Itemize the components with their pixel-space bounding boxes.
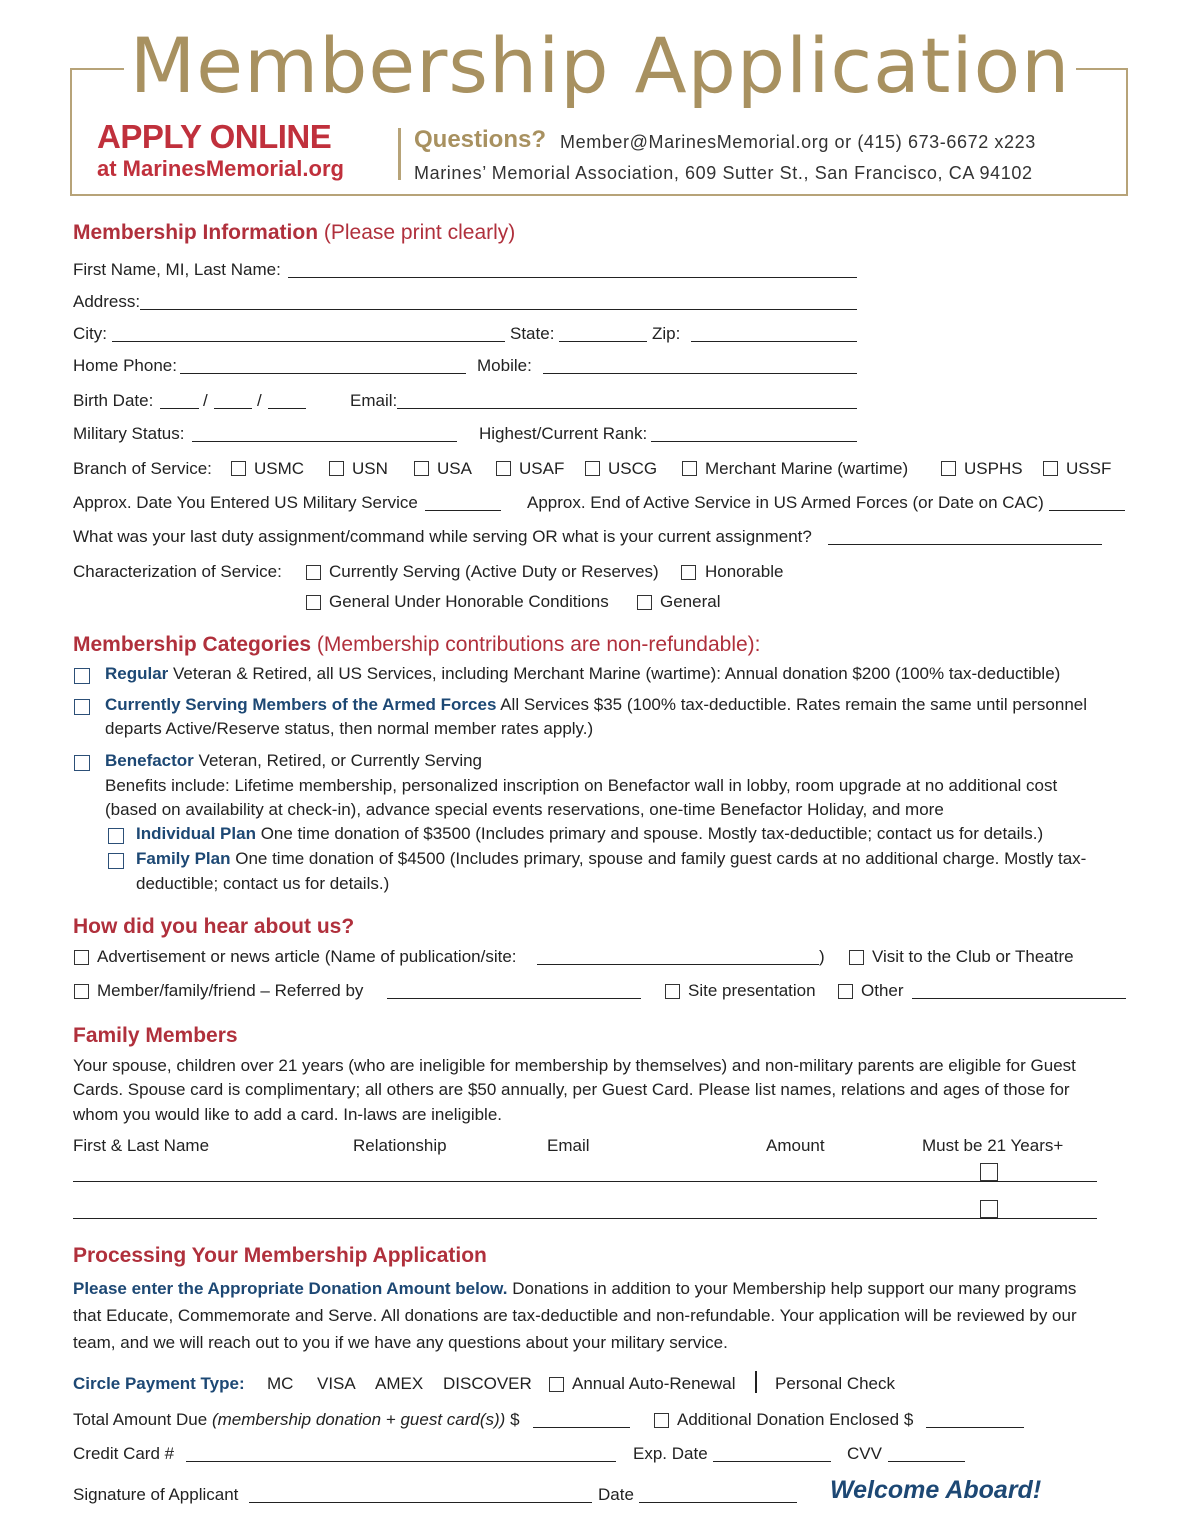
entered-service-field[interactable] bbox=[425, 510, 501, 511]
benefactor-benefits: (based on availability at check-in), advance special events reservations, one-time Benefactor Holiday, and more bbox=[105, 800, 944, 819]
family-paragraph: Your spouse, children over 21 years (who are ineligible for membership by themselves) and non-military parents are eligible for Guest bbox=[73, 1056, 1076, 1075]
branch-option: USCG bbox=[608, 459, 658, 478]
auto-renewal-checkbox[interactable] bbox=[549, 1377, 564, 1392]
branch-checkbox-usmc[interactable] bbox=[231, 461, 246, 476]
branch-checkbox-uscg[interactable] bbox=[585, 461, 600, 476]
branch-checkbox-usn[interactable] bbox=[329, 461, 344, 476]
hear-advertisement-label: Advertisement or news article (Name of publication/site: bbox=[97, 947, 517, 966]
category-benefactor: Benefactor Veteran, Retired, or Currently Serving bbox=[105, 751, 483, 770]
family-row-line[interactable] bbox=[73, 1218, 1097, 1219]
city-field[interactable] bbox=[112, 341, 505, 342]
column-age: Must be 21 Years+ bbox=[922, 1136, 1064, 1155]
rank-field[interactable] bbox=[651, 441, 857, 442]
name-field[interactable] bbox=[288, 277, 857, 278]
processing-lead: Please enter the Appropriate Donation Amount below. Donations in addition to your Membership help support our many programs bbox=[73, 1279, 1077, 1298]
payment-option-discover[interactable]: DISCOVER bbox=[443, 1374, 532, 1393]
signature-label: Signature of Applicant bbox=[73, 1485, 239, 1504]
benefactor-benefits: Benefits include: Lifetime membership, personalized inscription on Benefactor wall in lobby, room upgrade at no additional cost bbox=[105, 776, 1058, 795]
branch-checkbox-ussf[interactable] bbox=[1043, 461, 1058, 476]
hear-checkbox-site[interactable] bbox=[665, 984, 680, 999]
processing-heading: Processing Your Membership Application bbox=[73, 1244, 487, 1267]
zip-field[interactable] bbox=[691, 341, 857, 342]
entered-service-label: Approx. Date You Entered US Military Service bbox=[73, 493, 418, 512]
plan-family-note: deductible; contact us for details.) bbox=[136, 874, 390, 893]
plan-individual: Individual Plan One time donation of $3500 (Includes primary and spouse. Mostly tax-deductible; contact us for details.) bbox=[136, 824, 1044, 843]
categories-heading: Membership Categories (Membership contributions are non-refundable): bbox=[73, 633, 761, 656]
additional-donation-field[interactable] bbox=[926, 1427, 1024, 1428]
referred-by-field[interactable] bbox=[387, 998, 641, 999]
age-checkbox[interactable] bbox=[980, 1163, 998, 1181]
branch-option: USMC bbox=[254, 459, 305, 478]
branch-option: USSF bbox=[1066, 459, 1112, 478]
family-row-line[interactable] bbox=[73, 1181, 1097, 1182]
military-status-field[interactable] bbox=[192, 441, 457, 442]
hear-heading: How did you hear about us? bbox=[73, 915, 355, 938]
category-regular: Regular Veteran & Retired, all US Services, including Merchant Marine (wartime): Annual donation $200 (100% tax-deductible) bbox=[105, 664, 1061, 683]
end-service-label: Approx. End of Active Service in US Armed Forces (or Date on CAC) bbox=[527, 493, 1044, 512]
city-label: City: bbox=[73, 324, 107, 343]
association-address: Marines’ Memorial Association, 609 Sutter St., San Francisco, CA 94102 bbox=[414, 163, 1033, 183]
branch-checkbox-usa[interactable] bbox=[414, 461, 429, 476]
exp-date-field[interactable] bbox=[713, 1461, 831, 1462]
hear-checkbox-referred[interactable] bbox=[74, 984, 89, 999]
apply-online-link[interactable]: at MarinesMemorial.org bbox=[97, 156, 344, 181]
credit-card-label: Credit Card # bbox=[73, 1444, 175, 1463]
hear-visit-label: Visit to the Club or Theatre bbox=[872, 947, 1074, 966]
questions-label: Questions? bbox=[414, 126, 547, 153]
birth-month-field[interactable] bbox=[160, 408, 199, 409]
column-relationship: Relationship bbox=[353, 1136, 447, 1155]
column-name: First & Last Name bbox=[73, 1136, 210, 1155]
publication-field[interactable] bbox=[537, 964, 819, 965]
cvv-label: CVV bbox=[847, 1444, 882, 1463]
family-heading: Family Members bbox=[73, 1024, 238, 1047]
characterization-option: Currently Serving (Active Duty or Reserves) bbox=[329, 562, 659, 581]
credit-card-field[interactable] bbox=[186, 1461, 616, 1462]
cvv-field[interactable] bbox=[888, 1461, 965, 1462]
address-field[interactable] bbox=[140, 309, 857, 310]
signature-date-label: Date bbox=[598, 1485, 634, 1504]
mobile-field[interactable] bbox=[543, 373, 857, 374]
zip-label: Zip: bbox=[652, 324, 681, 343]
characterization-option: Honorable bbox=[705, 562, 784, 581]
personal-check-option[interactable]: Personal Check bbox=[775, 1374, 896, 1393]
birth-date-label: Birth Date: bbox=[73, 391, 154, 410]
branch-checkbox-usaf[interactable] bbox=[496, 461, 511, 476]
signature-date-field[interactable] bbox=[639, 1502, 797, 1503]
processing-paragraph: team, and we will reach out to you if we have any questions about your military service. bbox=[73, 1333, 728, 1352]
branch-option: USAF bbox=[519, 459, 565, 478]
plan-checkbox-individual[interactable] bbox=[108, 828, 124, 844]
duty-assignment-label: What was your last duty assignment/command while serving OR what is your current assignment? bbox=[73, 527, 812, 546]
branch-option: USN bbox=[352, 459, 388, 478]
branch-option: USA bbox=[437, 459, 472, 478]
state-field[interactable] bbox=[559, 341, 647, 342]
welcome-message: Welcome Aboard! bbox=[830, 1476, 1042, 1504]
category-checkbox-serving[interactable] bbox=[74, 699, 90, 715]
email-label: Email: bbox=[350, 391, 398, 410]
plan-checkbox-family[interactable] bbox=[108, 853, 124, 869]
payment-option-mc[interactable]: MC bbox=[267, 1374, 294, 1393]
category-serving: Currently Serving Members of the Armed Forces All Services $35 (100% tax-deductible. Rates remain the same until personnel bbox=[105, 695, 1088, 714]
hear-checkbox-visit[interactable] bbox=[849, 950, 864, 965]
additional-donation-checkbox[interactable] bbox=[654, 1413, 669, 1428]
header-divider bbox=[398, 128, 401, 180]
payment-divider bbox=[755, 1371, 757, 1393]
apply-online-heading[interactable]: APPLY ONLINE bbox=[97, 118, 332, 155]
characterization-checkbox-general-honorable[interactable] bbox=[306, 595, 321, 610]
column-amount: Amount bbox=[766, 1136, 825, 1155]
duty-assignment-field[interactable] bbox=[828, 544, 1102, 545]
family-paragraph: whom you would like to add a card. In-laws are ineligible. bbox=[73, 1105, 503, 1124]
age-checkbox[interactable] bbox=[980, 1200, 998, 1218]
characterization-option: General Under Honorable Conditions bbox=[329, 592, 609, 611]
home-phone-field[interactable] bbox=[180, 373, 466, 374]
additional-donation-label: Additional Donation Enclosed $ bbox=[677, 1410, 914, 1429]
birth-date-separator: / bbox=[257, 391, 262, 410]
exp-date-label: Exp. Date bbox=[633, 1444, 708, 1463]
characterization-label: Characterization of Service: bbox=[73, 562, 282, 581]
characterization-checkbox-serving[interactable] bbox=[306, 565, 321, 580]
category-checkbox-benefactor[interactable] bbox=[74, 755, 90, 771]
email-field[interactable] bbox=[397, 408, 857, 409]
family-paragraph: Cards. Spouse card is complimentary; all others are $50 annually, per Guest Card. Please list names, relations and ages of those for bbox=[73, 1080, 1070, 1099]
signature-field[interactable] bbox=[249, 1502, 592, 1503]
name-label: First Name, MI, Last Name: bbox=[73, 260, 281, 279]
hear-other-label: Other bbox=[861, 981, 904, 1000]
rank-label: Highest/Current Rank: bbox=[479, 424, 648, 443]
payment-option-visa[interactable]: VISA bbox=[317, 1374, 356, 1393]
military-status-label: Military Status: bbox=[73, 424, 185, 443]
plan-family: Family Plan One time donation of $4500 (Includes primary, spouse and family guest cards at no additional charge. Mostly tax- bbox=[136, 849, 1087, 868]
hear-checkbox-advertisement[interactable] bbox=[74, 950, 89, 965]
branch-option: USPHS bbox=[964, 459, 1023, 478]
birth-date-separator: / bbox=[203, 391, 208, 410]
page-title: Membership Application bbox=[129, 21, 1071, 110]
hear-checkbox-other[interactable] bbox=[838, 984, 853, 999]
address-label: Address: bbox=[73, 292, 141, 311]
membership-info-heading: Membership Information (Please print clearly) bbox=[73, 221, 516, 244]
column-email: Email bbox=[547, 1136, 590, 1155]
mobile-label: Mobile: bbox=[477, 356, 532, 375]
hear-site-label: Site presentation bbox=[688, 981, 816, 1000]
payment-option-amex[interactable]: AMEX bbox=[375, 1374, 424, 1393]
branch-checkbox-usphs[interactable] bbox=[941, 461, 956, 476]
state-label: State: bbox=[510, 324, 555, 343]
end-service-field[interactable] bbox=[1049, 510, 1125, 511]
category-checkbox-regular[interactable] bbox=[74, 668, 90, 684]
questions-contact: Member@MarinesMemorial.org or (415) 673-6672 x223 bbox=[560, 132, 1036, 152]
characterization-checkbox-honorable[interactable] bbox=[681, 565, 696, 580]
other-field[interactable] bbox=[912, 998, 1126, 999]
birth-day-field[interactable] bbox=[214, 408, 252, 409]
characterization-option: General bbox=[660, 592, 721, 611]
processing-paragraph: that Educate, Commemorate and Serve. All donations are tax-deductible and non-refundable. Your application will be reviewed by our bbox=[73, 1306, 1077, 1325]
payment-type-label: Circle Payment Type: bbox=[73, 1374, 245, 1393]
total-amount-label: Total Amount Due (membership donation + guest card(s)) $ bbox=[73, 1410, 520, 1429]
hear-referred-label: Member/family/friend – Referred by bbox=[97, 981, 364, 1000]
home-phone-label: Home Phone: bbox=[73, 356, 177, 375]
auto-renewal-label: Annual Auto-Renewal bbox=[572, 1374, 736, 1393]
branch-checkbox-merchant-marine[interactable] bbox=[682, 461, 697, 476]
branch-label: Branch of Service: bbox=[73, 459, 212, 478]
birth-year-field[interactable] bbox=[268, 408, 306, 409]
category-serving-note: departs Active/Reserve status, then normal member rates apply.) bbox=[105, 719, 594, 738]
hear-advertisement-close: ) bbox=[819, 947, 825, 966]
characterization-checkbox-general[interactable] bbox=[637, 595, 652, 610]
total-amount-field[interactable] bbox=[533, 1427, 630, 1428]
branch-option: Merchant Marine (wartime) bbox=[705, 459, 909, 478]
